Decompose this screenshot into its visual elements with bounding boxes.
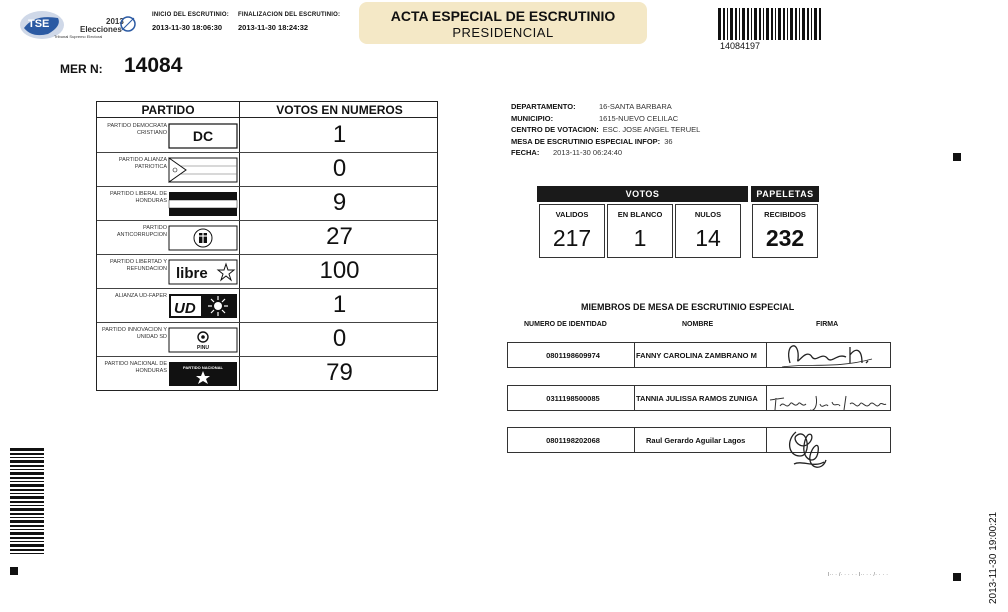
party-name: PARTIDO INNOVACION Y UNIDAD SD xyxy=(102,327,167,340)
barcode-bar xyxy=(10,465,44,467)
member-id: 0311198500085 xyxy=(546,394,600,403)
alianza-patriotica-logo-icon xyxy=(168,157,238,183)
party-row xyxy=(97,357,437,391)
barcode-bar xyxy=(10,448,44,451)
barcode-bar xyxy=(10,513,44,515)
barcode-bar xyxy=(10,472,44,475)
members-name-header: NOMBRE xyxy=(682,321,714,328)
barcode-bar xyxy=(10,525,44,527)
validos-box xyxy=(539,204,605,258)
party-name: ALIANZA UD-FAPER xyxy=(115,293,167,299)
barcode-bar xyxy=(10,553,44,554)
barcode-bar xyxy=(10,477,44,479)
member-row xyxy=(507,342,891,368)
liberal-flag-logo-icon xyxy=(168,191,238,217)
fecha-value: 2013-11-30 06:24:40 xyxy=(553,148,623,157)
fecha-label: FECHA: xyxy=(511,148,540,157)
votes-column-header: VOTOS EN NUMEROS xyxy=(276,103,403,117)
nulos-box xyxy=(675,204,741,258)
ud-faper-logo-icon xyxy=(168,293,238,319)
member-signature-image xyxy=(766,333,892,377)
mesa-label: MESA DE ESCRUTINIO ESPECIAL INFOP: xyxy=(511,136,661,146)
nulos-value: 14 xyxy=(695,225,721,251)
recibidos-box xyxy=(752,204,818,258)
validos-value: 217 xyxy=(552,225,592,251)
barcode-bar xyxy=(787,8,788,40)
party-votes: 0 xyxy=(332,155,347,182)
en-blanco-value: 1 xyxy=(633,225,647,251)
barcode-bar xyxy=(10,505,44,506)
fin-value: 2013-11-30 18:24:32 xyxy=(238,23,309,32)
party-votes: 1 xyxy=(332,121,347,148)
print-timestamp-text: 2013-11-30 19:00:21 xyxy=(988,511,999,604)
departamento-label: DEPARTAMENTO: xyxy=(511,102,576,111)
party-votes: 1 xyxy=(332,291,347,318)
mer-label: MER N: xyxy=(60,62,103,76)
barcode-bar xyxy=(10,453,44,455)
elecciones-label: Elecciones xyxy=(80,25,122,34)
validos-label: VALIDOS xyxy=(555,210,589,219)
logo-brand: TSE xyxy=(28,18,50,30)
members-id-header: NUMERO DE IDENTIDAD xyxy=(524,321,607,328)
en-blanco-label: EN BLANCO xyxy=(617,210,663,219)
party-name: PARTIDO NACIONAL DE HONDURAS xyxy=(104,361,167,374)
party-name: PARTIDO ANTICORRUPCION xyxy=(116,225,167,238)
departamento-value: 16-SANTA BARBARA xyxy=(599,102,672,111)
tse-logo xyxy=(18,8,138,42)
en-blanco-box xyxy=(607,204,673,258)
barcode-bar xyxy=(766,8,769,40)
party-votes: 79 xyxy=(326,359,353,386)
barcode-bar xyxy=(763,8,764,40)
members-sign-header: FIRMA xyxy=(816,321,839,328)
party-row xyxy=(97,119,437,153)
barcode-bar xyxy=(718,8,721,40)
barcode-bar xyxy=(10,549,44,551)
barcode-bar xyxy=(775,8,776,40)
party-name: PARTIDO DEMOCRATA CRISTIANO xyxy=(107,123,167,136)
footer-code: I·· · /· · · · · I·· · · /· · · · xyxy=(828,572,889,578)
barcode-bar xyxy=(754,8,757,40)
member-signature-image xyxy=(766,376,892,420)
barcode-bar xyxy=(10,537,44,539)
barcode-bar xyxy=(10,520,44,523)
nulos-label: NULOS xyxy=(694,210,722,219)
barcode-bar xyxy=(819,8,821,40)
barcode-bar xyxy=(727,8,728,40)
barcode-bar xyxy=(730,8,733,40)
papeletas-header: PAPELETAS xyxy=(751,186,819,202)
party-row xyxy=(97,289,437,323)
acta-title-box xyxy=(359,2,647,44)
barcode-bar xyxy=(778,8,781,40)
barcode-bar xyxy=(802,8,805,40)
party-row xyxy=(97,187,437,221)
barcode-bar xyxy=(10,484,44,487)
anticorrupcion-logo-icon xyxy=(168,225,238,251)
registration-mark xyxy=(953,153,961,161)
party-column-header: PARTIDO xyxy=(141,103,195,117)
barcode-number: 14084197 xyxy=(720,41,761,51)
member-name: TANNIA JULISSA RAMOS ZUNIGA xyxy=(636,394,758,403)
mesa-value: 36 xyxy=(664,136,673,146)
barcode-bar xyxy=(783,8,785,40)
party-name: PARTIDO LIBERTAD Y REFUNDACION xyxy=(110,259,167,272)
location-info xyxy=(511,101,700,159)
barcode-bar xyxy=(795,8,797,40)
recibidos-value: 232 xyxy=(765,225,805,251)
barcode-bar xyxy=(807,8,809,40)
party-row xyxy=(97,323,437,357)
party-votes: 9 xyxy=(332,189,347,216)
member-id: 0801198202068 xyxy=(546,436,600,445)
barcode-bar xyxy=(10,508,44,511)
barcode-bar xyxy=(811,8,812,40)
member-row xyxy=(507,427,891,453)
partido-nacional-logo-icon xyxy=(168,361,238,387)
barcode-bar xyxy=(10,517,44,518)
acta-title: ACTA ESPECIAL DE ESCRUTINIO xyxy=(390,8,616,24)
member-signature-image xyxy=(766,416,892,476)
member-name: Raul Gerardo Aguilar Lagos xyxy=(646,436,746,445)
barcode-bar xyxy=(751,8,752,40)
inicio-label: INICIO DEL ESCRUTINIO: xyxy=(152,12,229,18)
party-votes: 27 xyxy=(326,223,353,250)
party-name: PARTIDO LIBERAL DE HONDURAS xyxy=(109,191,167,204)
barcode-bar xyxy=(10,493,44,494)
member-name: FANNY CAROLINA ZAMBRANO M xyxy=(636,351,757,360)
barcode-bar xyxy=(739,8,740,40)
member-divider xyxy=(634,428,635,452)
libre-logo-text: libre xyxy=(176,265,208,282)
registration-mark xyxy=(953,573,961,581)
barcode-bar xyxy=(790,8,793,40)
member-row xyxy=(507,385,891,411)
inicio-value: 2013-11-30 18:06:30 xyxy=(152,23,223,32)
fin-label: FINALIZACION DEL ESCRUTINIO: xyxy=(238,12,341,18)
barcode-bar xyxy=(10,544,44,547)
registration-mark xyxy=(10,567,18,575)
barcode-bar xyxy=(10,496,44,499)
party-votes: 100 xyxy=(319,257,360,284)
barcode-bar xyxy=(10,532,44,535)
member-divider xyxy=(634,343,635,367)
barcode-bar xyxy=(10,457,44,458)
barcode-bar xyxy=(735,8,737,40)
barcode-bar xyxy=(759,8,761,40)
recibidos-label: RECIBIDOS xyxy=(764,210,806,219)
party-row xyxy=(97,221,437,255)
barcode-bar xyxy=(10,481,44,482)
barcode-bar xyxy=(771,8,773,40)
barcode-bar xyxy=(723,8,725,40)
party-row xyxy=(97,153,437,187)
dc-logo-icon xyxy=(168,123,238,149)
municipio-label: MUNICIPIO: xyxy=(511,113,554,123)
centro-value: ESC. JOSE ANGEL TERUEL xyxy=(602,125,701,134)
libre-logo-icon xyxy=(168,259,238,285)
barcode-bar xyxy=(10,469,44,470)
mer-value: 14084 xyxy=(124,54,183,77)
barcode-bar xyxy=(10,541,44,542)
member-divider xyxy=(634,386,635,410)
barcode-bar xyxy=(10,489,44,491)
barcode-bar xyxy=(799,8,800,40)
centro-label: CENTRO DE VOTACION: xyxy=(511,125,599,134)
party-name: PARTIDO ALIANZA PATRIOTICA xyxy=(118,157,167,170)
barcode-bar xyxy=(742,8,745,40)
acta-subtitle: PRESIDENCIAL xyxy=(452,25,554,40)
barcode-top xyxy=(718,8,824,40)
barcode-bar xyxy=(10,529,44,530)
pinu-logo-icon xyxy=(168,327,238,353)
ud-logo-text: UD xyxy=(174,300,196,317)
member-id: 0801198609974 xyxy=(546,351,600,360)
pinu-logo-text: PINU xyxy=(197,345,209,351)
party-row xyxy=(97,255,437,289)
pn-logo-text: PARTIDO NACIONAL xyxy=(183,365,223,370)
municipio-value: 1615-NUEVO CELILAC xyxy=(599,113,679,123)
votos-header: VOTOS xyxy=(537,186,748,202)
barcode-bar xyxy=(814,8,817,40)
party-votes: 0 xyxy=(332,325,347,352)
barcode-bar xyxy=(10,460,44,463)
dc-logo-text: DC xyxy=(192,128,214,144)
party-votes-table xyxy=(96,101,438,391)
members-title: MIEMBROS DE MESA DE ESCRUTINIO ESPECIAL xyxy=(581,302,795,312)
logo-subtitle: Tribunal Supremo Electoral xyxy=(54,34,103,39)
elecciones-year: 2013 xyxy=(106,17,124,26)
barcode-bar xyxy=(747,8,749,40)
party-table-header xyxy=(97,102,437,118)
barcode-side xyxy=(10,448,44,556)
barcode-bar xyxy=(10,501,44,503)
